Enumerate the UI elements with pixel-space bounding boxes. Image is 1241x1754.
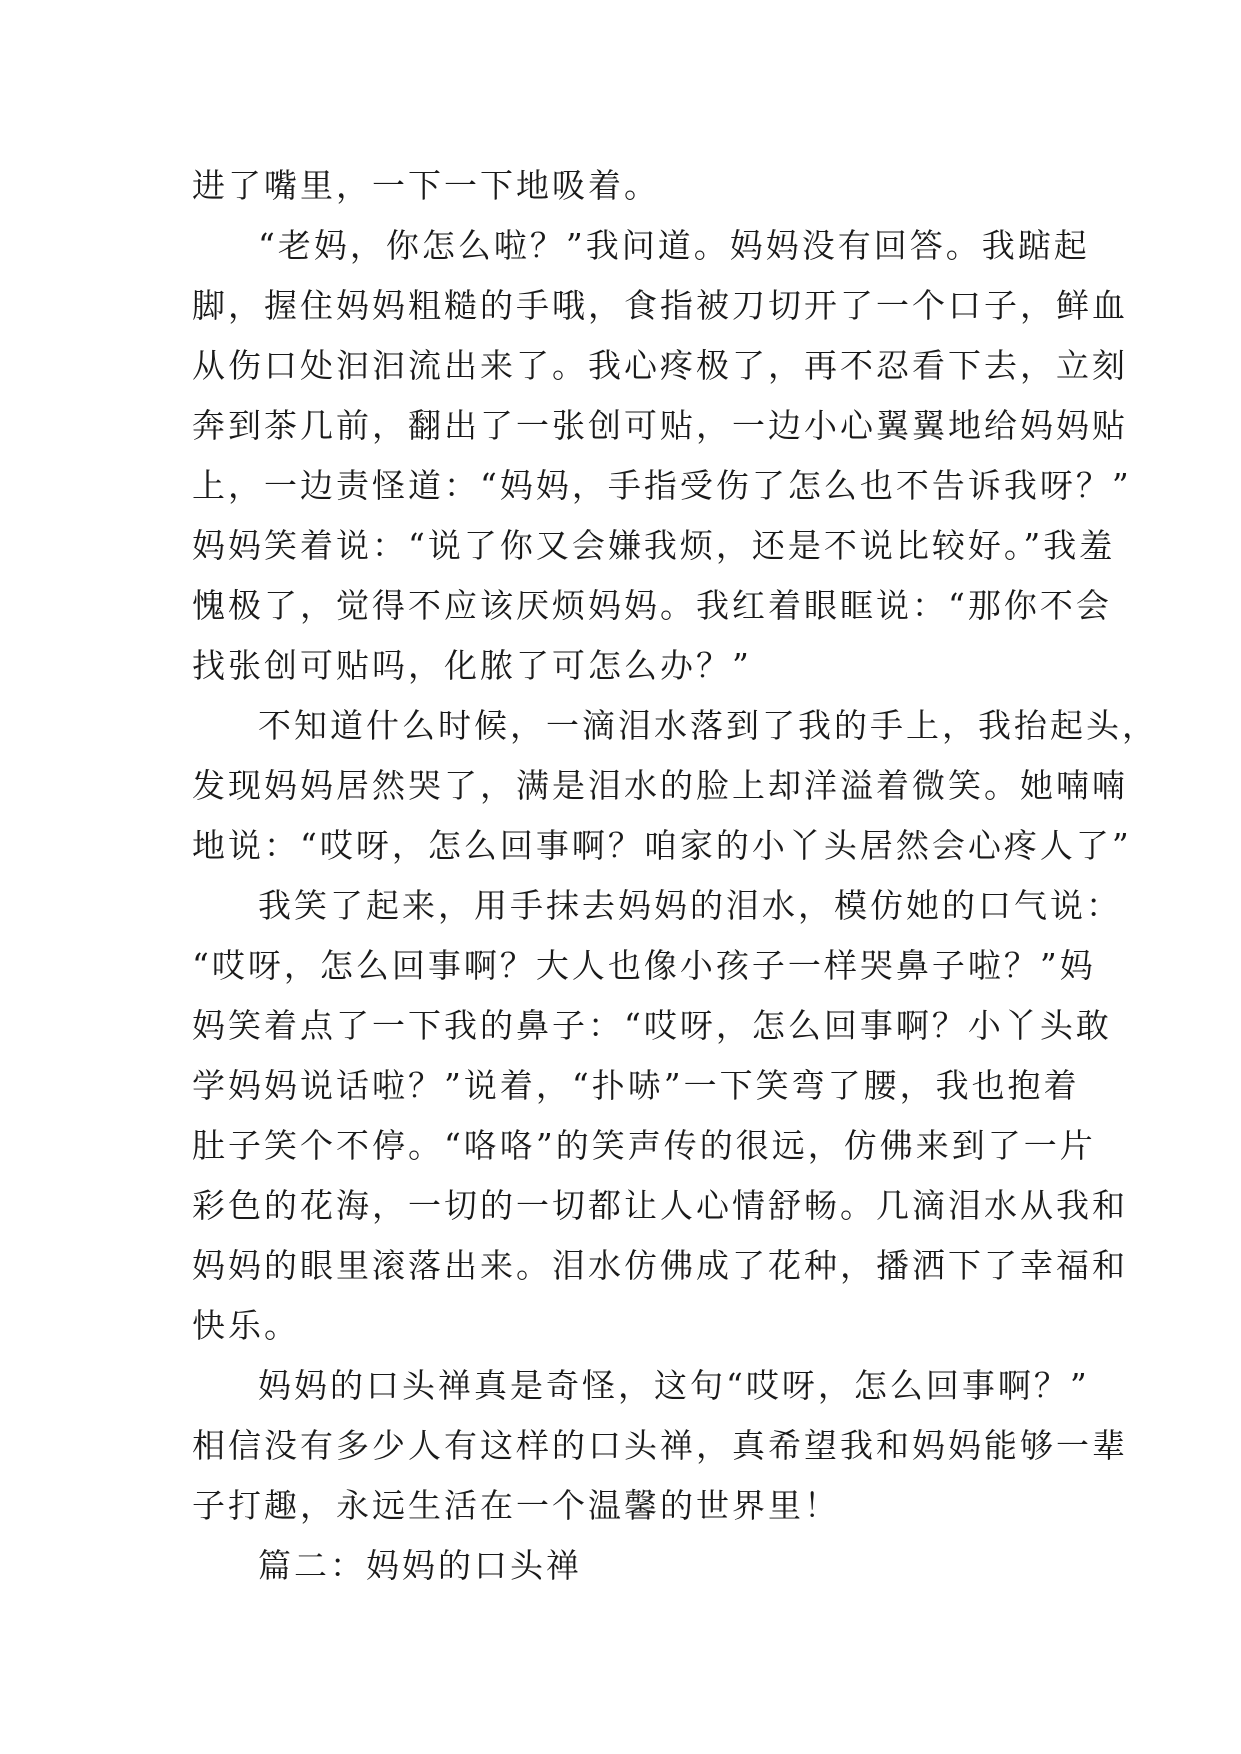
text-line: “哎呀，怎么回事啊？大人也像小孩子一样哭鼻子啦？”妈: [192, 946, 1096, 985]
text-line: 相信没有多少人有这样的口头禅，真希望我和妈妈能够一辈: [192, 1426, 1128, 1465]
document-body: [192, 156, 1158, 1596]
text-line: 子打趣，永远生活在一个温馨的世界里！: [192, 1486, 840, 1525]
text-line: 学妈妈说话啦？”说着，“扑哧”一下笑弯了腰，我也抱着: [192, 1066, 1080, 1105]
text-line: 我笑了起来，用手抹去妈妈的泪水，模仿她的口气说：: [258, 886, 1122, 925]
text-line: 奔到茶几前，翻出了一张创可贴，一边小心翼翼地给妈妈贴: [192, 406, 1128, 445]
text-line: 妈妈笑着说：“说了你又会嫌我烦，还是不说比较好。”我羞: [192, 526, 1116, 565]
text-line: “老妈，你怎么啦？”我问道。妈妈没有回答。我踮起: [258, 226, 1090, 265]
text-line: 妈笑着点了一下我的鼻子：“哎呀，怎么回事啊？小丫头敢: [192, 1006, 1112, 1045]
text-line: 脚，握住妈妈粗糙的手哦，食指被刀切开了一个口子，鲜血: [192, 286, 1128, 325]
text-line: 从伤口处汩汩流出来了。我心疼极了，再不忍看下去，立刻: [192, 346, 1128, 385]
text-line: 进了嘴里，一下一下地吸着。: [192, 166, 660, 205]
text-line: 肚子笑个不停。“咯咯”的笑声传的很远，仿佛来到了一片: [192, 1126, 1096, 1165]
text-line: 找张创可贴吗，化脓了可怎么办？”: [192, 646, 752, 685]
text-line: 妈妈的眼里滚落出来。泪水仿佛成了花种，播洒下了幸福和: [192, 1246, 1128, 1285]
text-line: 不知道什么时候，一滴泪水落到了我的手上，我抬起头，: [258, 706, 1158, 745]
text-line: 地说：“哎呀，怎么回事啊？咱家的小丫头居然会心疼人了”: [192, 826, 1132, 865]
text-line: 愧极了，觉得不应该厌烦妈妈。我红着眼眶说：“那你不会: [192, 586, 1112, 625]
text-line: 彩色的花海，一切的一切都让人心情舒畅。几滴泪水从我和: [192, 1186, 1128, 1225]
text-line: 发现妈妈居然哭了，满是泪水的脸上却洋溢着微笑。她喃喃: [192, 766, 1128, 805]
text-line: 妈妈的口头禅真是奇怪，这句“哎呀，怎么回事啊？”: [258, 1366, 1090, 1405]
text-line: 快乐。: [192, 1306, 300, 1345]
section-heading: 篇二：妈妈的口头禅: [258, 1546, 582, 1585]
text-line: 上，一边责怪道：“妈妈，手指受伤了怎么也不告诉我呀？”: [192, 466, 1132, 505]
